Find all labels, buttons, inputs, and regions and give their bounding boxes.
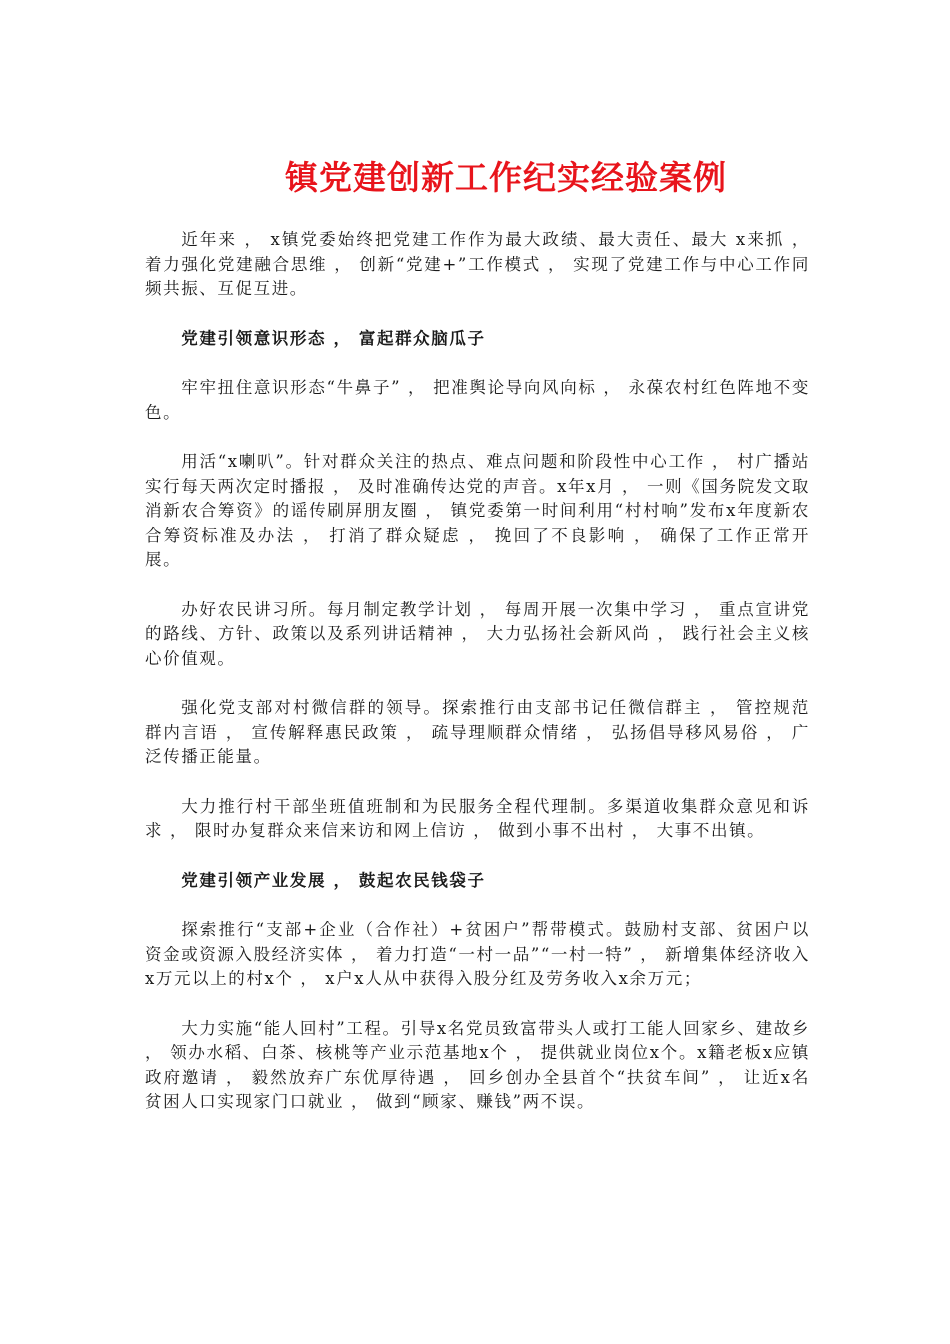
section2-paragraph-2: 大力实施“能人回村”工程。引导x名党员致富带头人或打工能人回家乡、建故乡 ， 领办水稻、白茶、核桃等产业示范基地x个 ， 提供就业岗位x个。x籍老板x应镇政府邀请 ， 毅然放弃广东优厚待遇 ， 回乡创办全县首个“扶贫车间” ， 让近x名贫困人口实现家门口就业 ， 做到“顾家、赚钱”两不误。 [145, 1018, 810, 1111]
document-title: 镇党建创新工作纪实经验案例 [285, 158, 727, 197]
section1-paragraph-1: 牢牢扭住意识形态“牛鼻子” ， 把准舆论导向风向标 ， 永葆农村红色阵地不变色。 [145, 378, 810, 422]
intro-paragraph: 近年来 ， x镇党委始终把党建工作作为最大政绩、最大责任、最大 x来抓 ， 着力强化党建融合思维 ， 创新“党建+”工作模式 ， 实现了党建工作与中心工作同频共振、互促互进。 [145, 230, 810, 298]
section2-heading: 党建引领产业发展 ， 鼓起农民钱袋子 [181, 870, 486, 890]
section1-paragraph-5: 大力推行村干部坐班值班制和为民服务全程代理制。多渠道收集群众意见和诉求 ， 限时办复群众来信来访和网上信访 ， 做到小事不出村 ， 大事不出镇。 [145, 796, 810, 840]
section2-paragraph-1: 探索推行“支部+企业（合作社）+贫困户”帮带模式。鼓励村支部、贫困户以资金或资源入股经济实体 ， 着力打造“一村一品”“一村一特” ， 新增集体经济收入x万元以上的村x个 ， x户x人从中获得入股分红及劳务收入x余万元； [145, 920, 810, 988]
document-page [145, 150, 810, 1140]
section1-paragraph-4: 强化党支部对村微信群的领导。探索推行由支部书记任微信群主 ， 管控规范群内言语 ， 宣传解释惠民政策 ， 疏导理顺群众情绪 ， 弘扬倡导移风易俗 ， 广泛传播正能量。 [145, 698, 810, 766]
section1-heading: 党建引领意识形态 ， 富起群众脑瓜子 [181, 328, 486, 348]
section1-paragraph-3: 办好农民讲习所。每月制定教学计划 ， 每周开展一次集中学习 ， 重点宣讲党的路线、方针、政策以及系列讲话精神 ， 大力弘扬社会新风尚 ， 践行社会主义核心价值观。 [145, 599, 810, 668]
section1-paragraph-2: 用活“x喇叭”。针对群众关注的热点、难点问题和阶段性中心工作 ， 村广播站实行每天两次定时播报 ， 及时准确传达党的声音。x年x月 ， 一则《国务院发文取消新农合筹资》的谣传刷屏朋友圈 ， 镇党委第一时间利用“村村响”发布x年度新农合筹资标准及办法 ， 打消了群众疑虑 ， 挽回了不良影响 ， 确保了工作正常开展。 [145, 452, 810, 569]
